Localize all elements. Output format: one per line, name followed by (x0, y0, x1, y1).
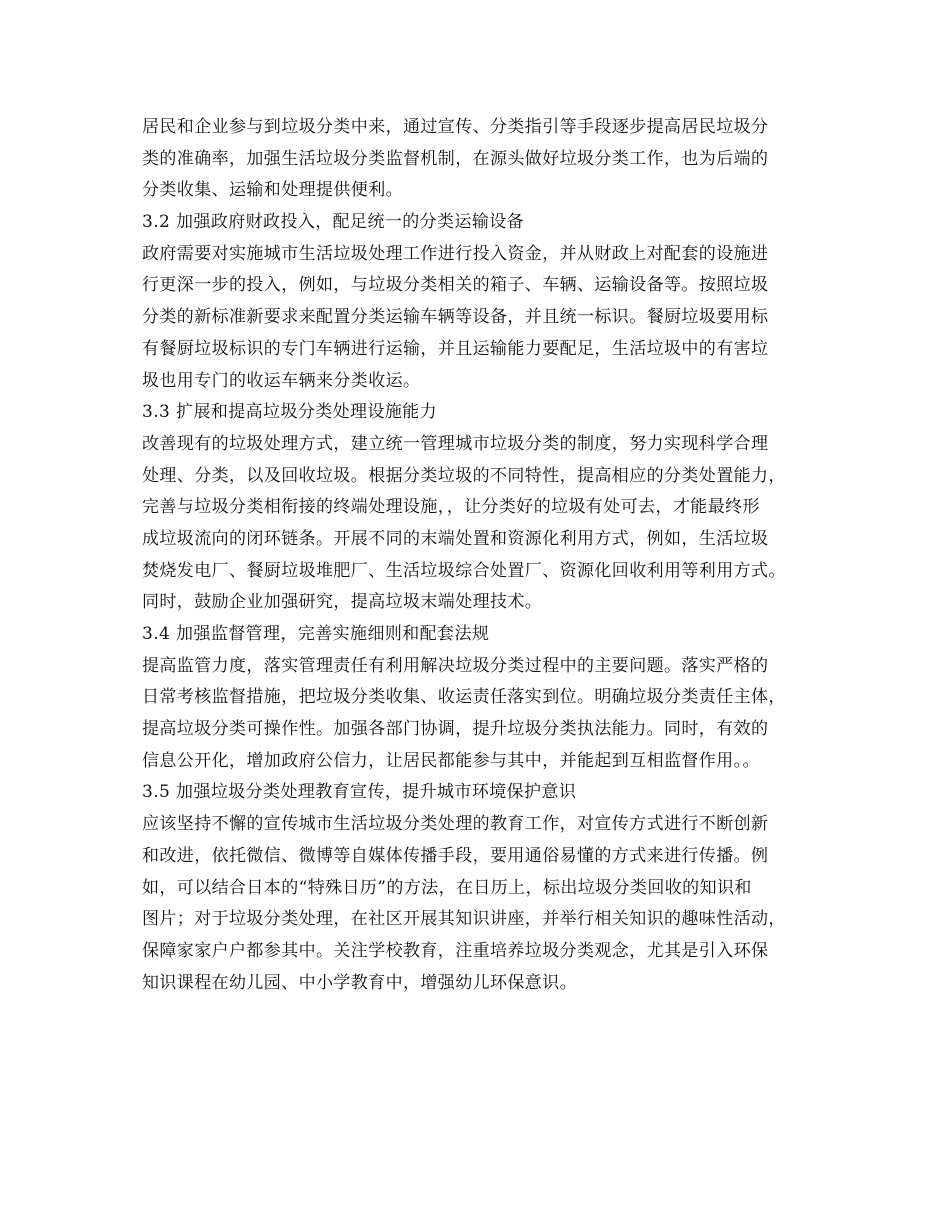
paragraph-line: 圾也用专门的收运车辆来分类收运。 (142, 370, 421, 391)
paragraph-line: 有餐厨垃圾标识的专门车辆进行运输，并且运输能力要配足，生活垃圾中的有害垃 (142, 338, 769, 359)
section-heading-3-5: 3.5 加强垃圾分类处理教育宣传，提升城市环境保护意识 (142, 782, 577, 803)
section-heading-3-2: 3.2 加强政府财政投入，配足统一的分类运输设备 (142, 212, 525, 233)
paragraph-line: 提高监管力度，落实管理责任有利用解决垃圾分类过程中的主要问题。落实严格的 (142, 655, 769, 676)
paragraph-line: 知识课程在幼儿园、中小学教育中，增强幼儿环保意识。 (142, 972, 577, 993)
paragraph-line: 应该坚持不懈的宣传城市生活垃圾分类处理的教育工作，对宣传方式进行不断创新 (142, 814, 769, 835)
paragraph-line: 改善现有的垃圾处理方式，建立统一管理城市垃圾分类的制度，努力实现科学合理 (142, 433, 769, 454)
paragraph-line: 类的准确率，加强生活垃圾分类监督机制，在源头做好垃圾分类工作，也为后端的 (142, 148, 769, 169)
paragraph-line: 成垃圾流向的闭环链条。开展不同的末端处置和资源化利用方式，例如，生活垃圾 (142, 528, 769, 549)
paragraph-line: 提高垃圾分类可操作性。加强各部门协调，提升垃圾分类执法能力。同时，有效的 (142, 719, 769, 740)
paragraph-line: 分类收集、运输和处理提供便利。 (142, 180, 403, 201)
paragraph-line: 行更深一步的投入，例如，与垃圾分类相关的箱子、车辆、运输设备等。按照垃圾 (142, 275, 769, 296)
section-heading-3-4: 3.4 加强监督管理，完善实施细则和配套法规 (142, 624, 490, 644)
paragraph-line: 如，可以结合日本的“特殊日历”的方法，在日历上，标出垃圾分类回收的知识和 (142, 877, 752, 898)
paragraph-line: 日常考核监督措施，把垃圾分类收集、收运责任落实到位。明确垃圾分类责任主体， (142, 687, 786, 708)
paragraph-line: 居民和企业参与到垃圾分类中来，通过宣传、分类指引等手段逐步提高居民垃圾分 (142, 117, 769, 137)
paragraph-line: 焚烧发电厂、餐厨垃圾堆肥厂、生活垃圾综合处置厂、资源化回收利用等利用方式。 (142, 560, 786, 581)
paragraph-line: 信息公开化，增加政府公信力，让居民都能参与其中，并能起到互相监督作用。。 (142, 750, 760, 771)
paragraph-line: 图片；对于垃圾分类处理，在社区开展其知识讲座，并举行相关知识的趣味性活动， (142, 909, 786, 930)
document-body (142, 112, 832, 999)
paragraph-line: 保障家家户户都参其中。关注学校教育，注重培养垃圾分类观念，尤其是引入环保 (142, 940, 769, 961)
section-heading-3-3: 3.3 扩展和提高垃圾分类处理设施能力 (142, 402, 438, 423)
paragraph-line: 同时，鼓励企业加强研究，提高垃圾末端处理技术。 (142, 592, 543, 613)
paragraph-line: 处理、分类，以及回收垃圾。根据分类垃圾的不同特性，提高相应的分类处置能力， (142, 465, 786, 486)
paragraph-line: 完善与垃圾分类相衔接的终端处理设施，，让分类好的垃圾有处可去，才能最终形 (142, 497, 760, 518)
paragraph-line: 分类的新标准新要求来配置分类运输车辆等设备，并且统一标识。餐厨垃圾要用标 (142, 307, 769, 328)
paragraph-line: 和改进，依托微信、微博等自媒体传播手段，要用通俗易懂的方式来进行传播。例 (142, 845, 769, 866)
paragraph-line: 政府需要对实施城市生活垃圾处理工作进行投入资金，并从财政上对配套的设施进 (142, 243, 769, 264)
